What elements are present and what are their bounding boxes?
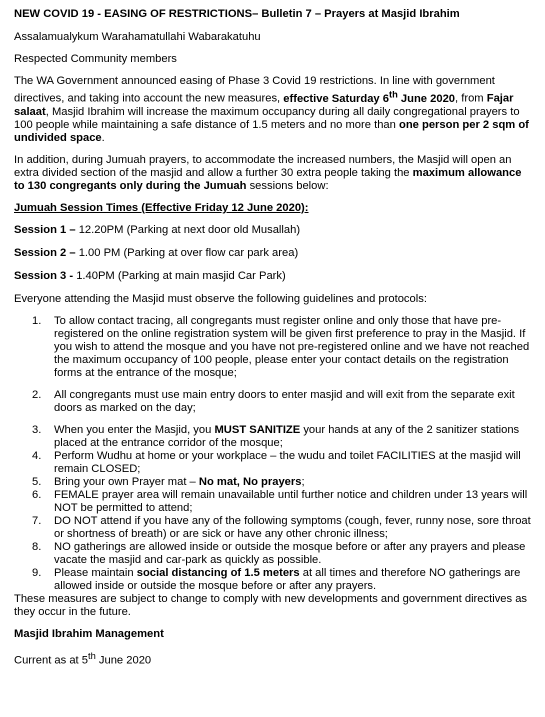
text-run: June 2020 [95,654,152,667]
item-number: 8. [32,540,42,553]
session-time: 1.40PM (Parking at main masjid Car Park) [76,269,286,282]
item-number: 9. [32,566,42,579]
text-run: In addition, during Jumuah prayers, to accommodate the increased numbers, the Masjid will open an extra divided section of the masjid and allow a further 30 extra people taking the [14,153,512,179]
item-text: Bring your own Prayer mat – [54,475,199,488]
space-rule: one person per 2 sqm of undivided space [14,118,529,144]
guideline-item [14,541,534,567]
guideline-item [14,424,534,450]
session-label: Session 3 - [14,269,77,282]
item-text: ; [301,475,305,488]
session-2 [14,247,534,260]
session-label: Session 1 – [14,223,79,236]
item-number: 3. [32,423,42,436]
guidelines-intro: Everyone attending the Masjid must observe the following guidelines and protocols: [14,292,427,305]
text-run: , from [455,92,487,105]
closing-paragraph: These measures are subject to change to comply with new developments and government directives as they occur in the future. [14,592,528,618]
text-run: sessions below: [246,179,329,192]
greeting: Assalamualykum Warahamatullahi Wabarakatuhu [14,31,261,43]
bulletin-title: NEW COVID 19 - EASING OF RESTRICTIONS– Bulletin 7 – Prayers at Masjid Ibrahim [14,8,460,20]
item-text: When you enter the Masjid, you [54,423,215,436]
social-distancing: social distancing of 1.5 meters [136,566,300,579]
session-label: Session 2 – [14,246,79,259]
effective-date [283,89,456,105]
jumuah-allowance: maximum allowance to 130 congregants only during the Jumuah [14,166,522,192]
superscript: th [88,650,96,661]
item-text: at all times and therefore NO gatherings are allowed inside or outside the mosque before or after any prayers. [54,566,521,592]
item-text: Perform Wudhu at home or your workplace – the wudu and toilet FACILITIES at the masjid will remain CLOSED; [54,449,521,475]
text-run: Current as at 5 [14,654,88,667]
item-number: 4. [32,449,42,462]
current-date [14,650,534,668]
item-text: Please maintain [54,566,137,579]
text-run: . [101,131,105,144]
superscript: th [389,89,398,99]
session-time: 12.20PM (Parking at next door old Musallah) [78,223,301,236]
session-1 [14,224,534,237]
salutation: Respected Community members [14,53,177,65]
item-text: FEMALE prayer area will remain unavailable until further notice and children under 13 years will NOT be permitted to attend; [54,488,528,514]
jumuah-paragraph [14,154,534,193]
item-text: your hands at any of the 2 sanitizer stations placed at the entrance corridor of the mosque; [54,423,520,449]
item-number: 7. [32,514,42,527]
item-text: NO gatherings are allowed inside or outside the mosque before or after any prayers and please vacate the masjid and car-park as quickly as possible. [54,540,526,566]
item-text: To allow contact tracing, all congregants must register online and only those that have pre-registered on the online registration system will be given first preference to pray in the Masjid. If you wish to attend the mosque and you have not pre-registered online and we have not reached the maximum occupancy of 100 people, please enter your contact details on the registration forms at the entrance of the mosque; [54,314,530,379]
guideline-item [14,389,534,415]
guideline-item [14,450,534,476]
must-sanitize: MUST SANITIZE [214,423,301,436]
no-mat: No mat, No prayers [198,475,302,488]
guideline-item [14,315,534,380]
guidelines-list [14,315,534,593]
session-3 [14,270,534,283]
item-text: All congregants must use main entry doors to enter masjid and will exit from the separate exit doors as marked on the day; [54,388,515,414]
guideline-item [14,567,534,593]
item-number: 5. [32,475,42,488]
item-text: DO NOT attend if you have any of the following symptoms (cough, fever, runny nose, sore throat or shortness of breath) or are sick or have any other chronic illness; [54,514,531,540]
signature: Masjid Ibrahim Management [14,627,164,640]
guideline-item [14,476,534,489]
bulletin-document [14,8,534,667]
text-run: effective Saturday 6 [283,92,389,105]
announcement-paragraph [14,75,534,145]
fajar-salaat: Fajar salaat [14,92,514,118]
item-number: 2. [32,388,42,401]
guideline-item [14,515,534,541]
session-time: 1.00 PM (Parking at over flow car park area) [78,246,299,259]
jumuah-heading: Jumuah Session Times (Effective Friday 12 June 2020): [14,201,309,214]
text-run: The WA Government announced easing of Phase 3 Covid 19 restrictions. In line with government directives, and taking into account the new measures, [14,75,495,105]
guideline-item [14,489,534,515]
text-run: June 2020 [397,92,456,105]
item-number: 6. [32,488,42,501]
text-run: , Masjid Ibrahim will increase the maximum occupancy during all daily congregational prayers to 100 people while maintaining a safe distance of 1.5 meters and no more than [14,105,520,131]
item-number: 1. [32,314,42,327]
